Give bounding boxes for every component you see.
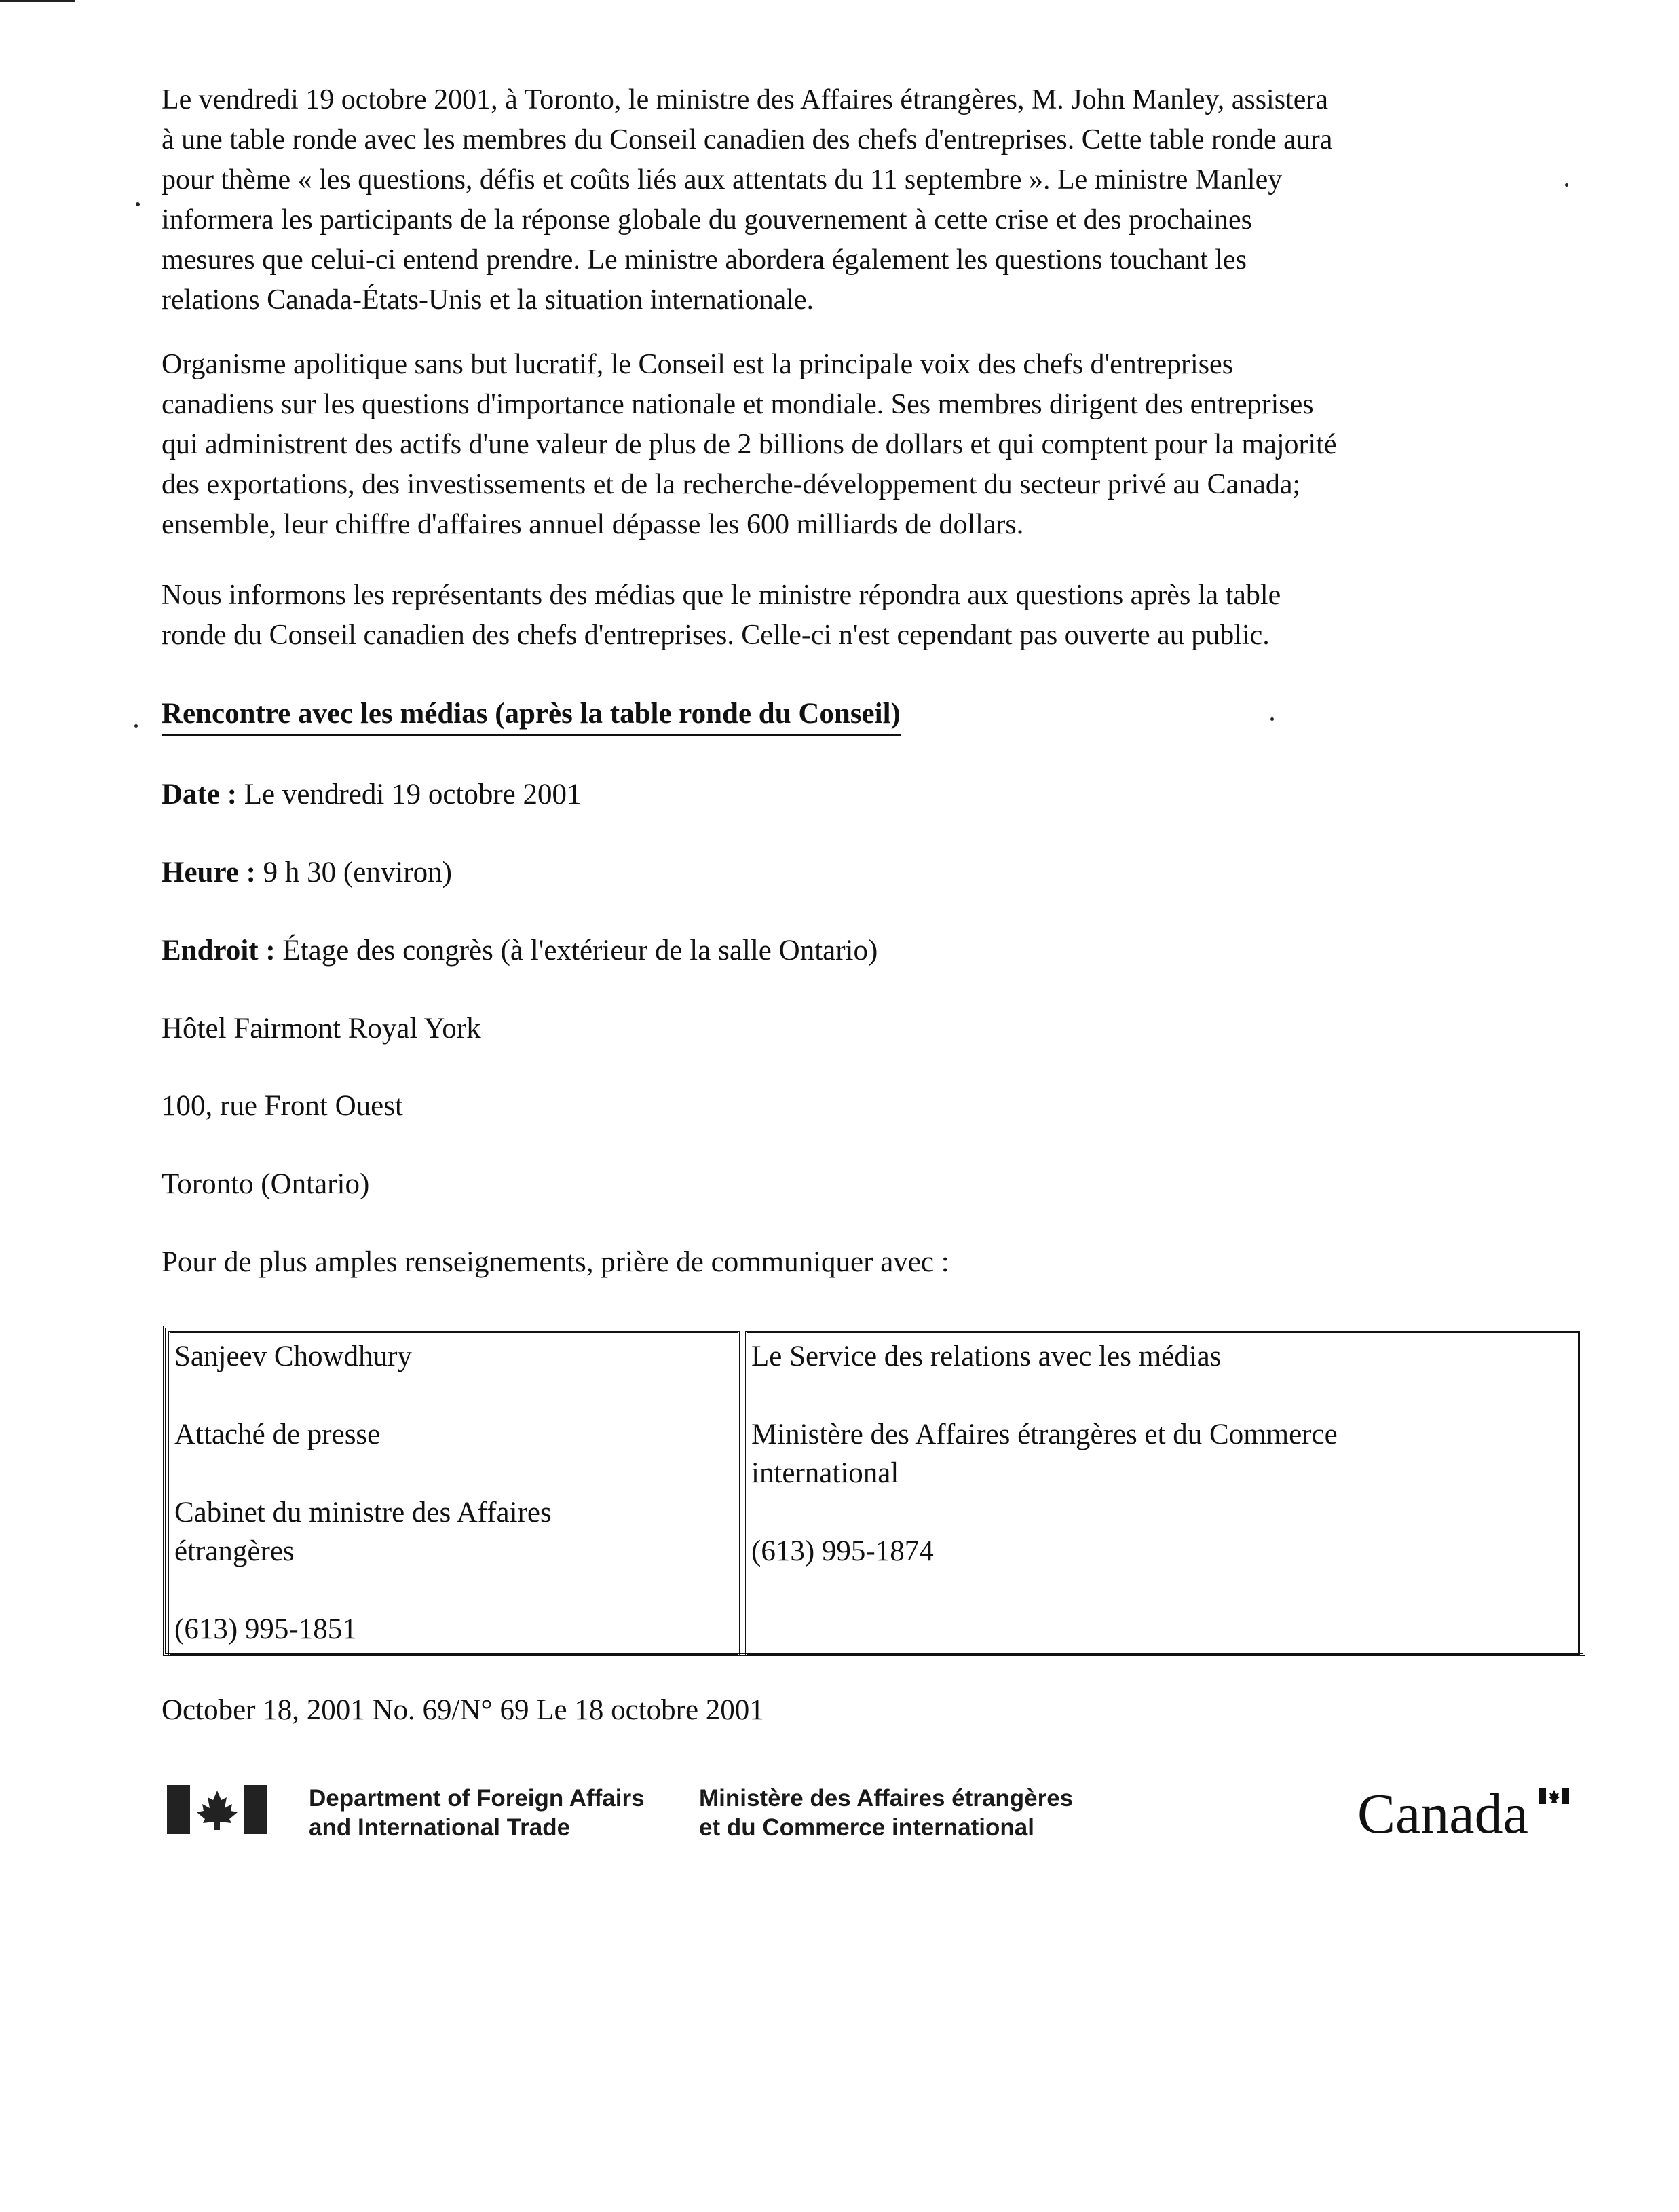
scan-speck (136, 202, 140, 206)
place-value: Étage des congrès (à l'extérieur de la salle Ontario) (275, 935, 878, 967)
media-notice-paragraph: Nous informons les représentants des médias que le ministre répondra aux questions après la table ronde du Conseil canadien des chefs d'entreprises. Celle-ci n'est cependant pas ouverte au public. (162, 580, 1281, 651)
intro-paragraph: Le vendredi 19 octobre 2001, à Toronto, le ministre des Affaires étrangères, M. John Manley, assistera à une table ronde avec les membres du Conseil canadien des chefs d'entreprises. Cette table ronde aura pour thème « les questions, défis et coûts liés aux attentats du 11 septembre ». Le ministre Manley informera les participants de la réponse globale du gouvernement à cette crise et des prochaines mesures que celui-ci entend prendre. Le ministre abordera également les questions touchant les relations Canada-États-Unis et la situation internationale. (162, 84, 1333, 316)
footer (0, 1782, 1679, 1845)
scan-speck (134, 724, 138, 728)
date-value: Le vendredi 19 octobre 2001 (237, 779, 582, 810)
time-label: Heure : (162, 857, 256, 888)
contact-office: Cabinet du ministre des Affaires étrangères (174, 1497, 552, 1567)
department-name-english: Department of Foreign Affairs and International Trade (309, 1785, 645, 1841)
release-number: October 18, 2001 No. 69/N° 69 Le 18 octobre 2001 (162, 1694, 764, 1726)
contact-name: Sanjeev Chowdhury (174, 1341, 412, 1372)
date-label: Date : (162, 779, 238, 810)
media-relations-cell (745, 1331, 1580, 1656)
contact-table (163, 1326, 1585, 1656)
department-name-french: Ministère des Affaires étrangères et du Commerce international (699, 1785, 1074, 1841)
city: Toronto (Ontario) (162, 1168, 370, 1200)
media-service: Le Service des relations avec les médias (751, 1341, 1222, 1372)
place-label: Endroit : (162, 935, 276, 967)
canada-wordmark: Canada (1357, 1782, 1528, 1845)
canada-flag-icon (167, 1785, 267, 1834)
ministry-name: Ministère des Affaires étrangères et du Commerce international (751, 1419, 1338, 1489)
media-meeting-heading: Rencontre avec les médias (après la table ronde du Conseil) (162, 695, 901, 736)
press-attache-cell (168, 1331, 740, 1656)
contact-intro: Pour de plus amples renseignements, prière de communiquer avec : (162, 1246, 949, 1278)
scan-speck (1270, 717, 1274, 721)
canada-wordmark-flag-icon (1539, 1788, 1569, 1804)
place-line (162, 932, 878, 970)
scan-speck (1565, 183, 1568, 187)
contact-phone-right: (613) 995-1874 (751, 1535, 934, 1567)
time-value: 9 h 30 (environ) (255, 857, 452, 888)
date-line (162, 776, 582, 814)
contact-title: Attaché de presse (174, 1419, 381, 1450)
hotel-name: Hôtel Fairmont Royal York (162, 1013, 481, 1045)
street-address: 100, rue Front Ouest (162, 1090, 403, 1122)
time-line (162, 854, 452, 892)
contact-phone-left: (613) 995-1851 (174, 1613, 357, 1645)
council-paragraph: Organisme apolitique sans but lucratif, le Conseil est la principale voix des chefs d'entreprises canadiens sur les questions d'importance nationale et mondiale. Ses membres dirigent des entreprises qui administrent des actifs d'une valeur de plus de 2 billions de dollars et qui comptent pour la majorité des exportations, des investissements et de la recherche-développement du secteur privé au Canada; ensemble, leur chiffre d'affaires annuel dépasse les 600 milliards de dollars. (162, 349, 1337, 540)
scan-edge (0, 0, 75, 2)
